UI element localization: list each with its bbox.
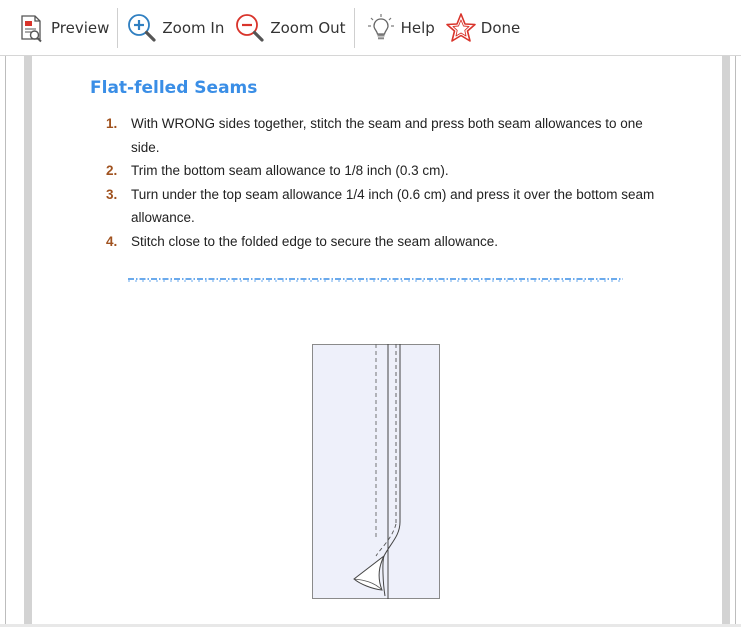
star-icon (445, 12, 477, 44)
page-title: Flat-felled Seams (90, 78, 258, 98)
viewer-frame-right (735, 56, 736, 627)
zoom-out-label: Zoom Out (270, 18, 346, 37)
list-item (90, 230, 670, 254)
zoom-out-button[interactable] (234, 8, 345, 48)
lightbulb-icon (365, 12, 397, 44)
done-label: Done (480, 18, 521, 37)
step-number: 3. (106, 186, 118, 202)
zoom-in-icon (126, 12, 158, 44)
step-text: With WRONG sides together, stitch the seam and press both seam allowances to one side. (131, 116, 643, 155)
page-gutter-right (722, 56, 730, 627)
document-viewer[interactable] (0, 56, 741, 627)
list-item (90, 159, 670, 183)
step-text: Stitch close to the folded edge to secure the seam allowance. (131, 233, 498, 249)
list-item (90, 112, 670, 159)
step-text: Turn under the top seam allowance 1/4 inch (0.6 cm) and press it over the bottom seam allowance. (131, 186, 655, 225)
document-page (32, 56, 722, 627)
step-text: Trim the bottom seam allowance to 1/8 inch (0.3 cm). (131, 163, 449, 178)
dashed-divider (128, 278, 623, 282)
preview-button[interactable] (15, 8, 109, 48)
zoom-out-icon (234, 12, 266, 44)
step-number: 4. (106, 233, 118, 249)
help-button[interactable] (365, 8, 435, 48)
toolbar-separator (117, 8, 118, 48)
viewer-frame-left (5, 56, 6, 627)
page-gutter-left (24, 56, 32, 627)
step-number: 2. (106, 163, 118, 178)
preview-label: Preview (51, 18, 110, 37)
zoom-in-button[interactable] (126, 8, 224, 48)
steps-list (90, 112, 670, 253)
zoom-in-label: Zoom In (162, 18, 225, 37)
step-number: 1. (106, 116, 118, 131)
list-item (90, 183, 670, 230)
toolbar (0, 0, 741, 56)
help-label: Help (400, 18, 435, 37)
done-button[interactable] (445, 8, 520, 48)
toolbar-separator (354, 8, 355, 48)
document-preview-icon (15, 12, 47, 44)
seam-illustration (312, 344, 440, 599)
